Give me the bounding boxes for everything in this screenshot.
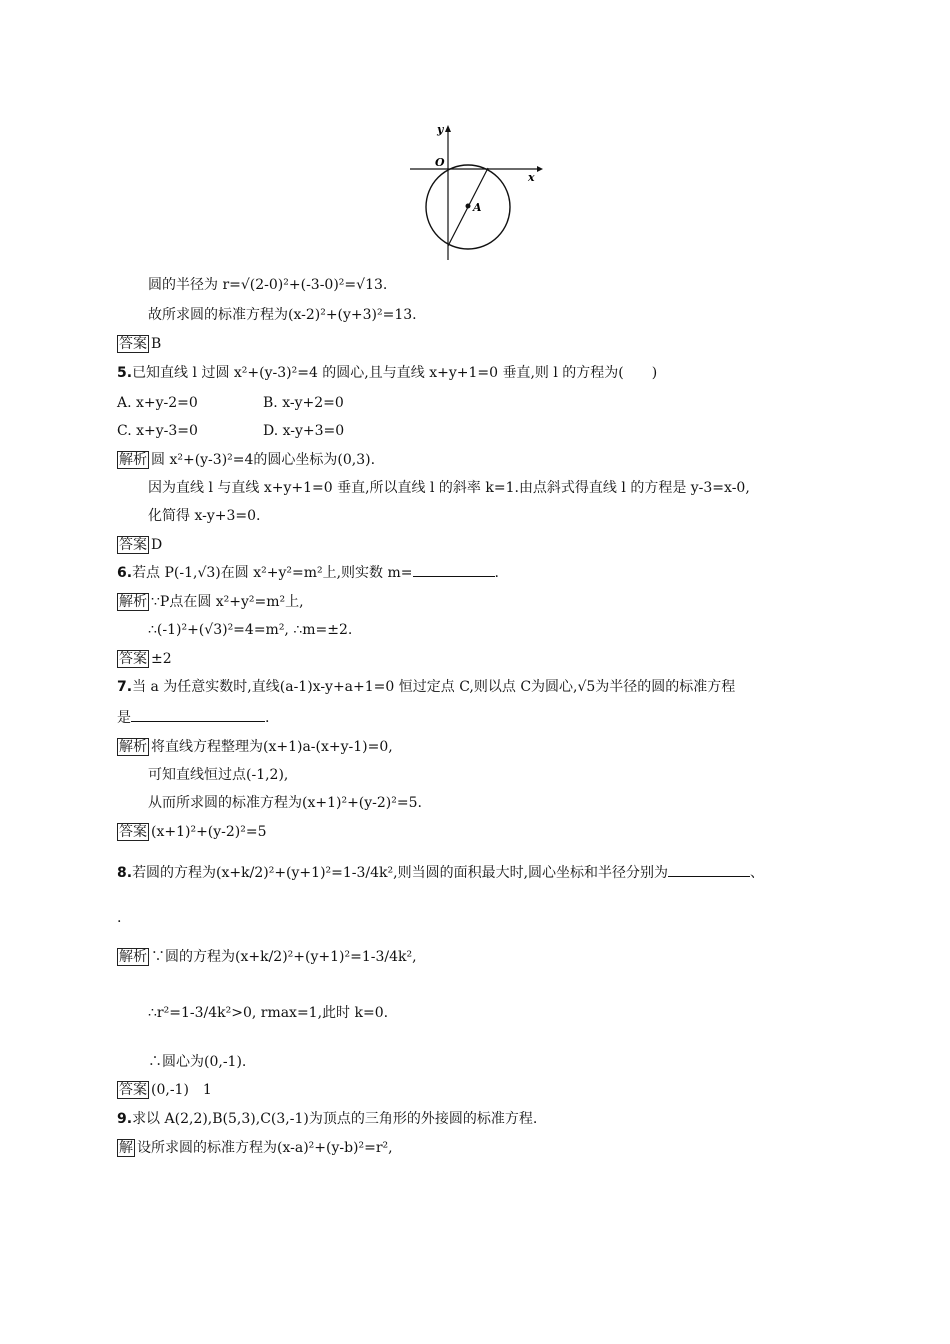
question-end: . xyxy=(494,565,499,581)
question-text: 若圆的方程为(x+k/2)²+(y+1)²=1-3/4k²,则当圆的面积最大时,圆心坐标和半径分别为 xyxy=(132,865,669,881)
answer-text: (0,-1) 1 xyxy=(151,1082,212,1098)
answer-text: (x+1)²+(y-2)²=5 xyxy=(151,824,267,840)
answer-5 xyxy=(117,535,162,555)
question-text: 是 xyxy=(117,710,131,726)
answer-blank[interactable] xyxy=(131,707,265,722)
solution-text: 将直线方程整理为(x+1)a-(x+y-1)=0, xyxy=(151,739,393,755)
y-axis-arrow xyxy=(445,125,451,132)
question-end: . xyxy=(265,710,270,726)
solution-text: ∵P点在圆 x²+y²=m²上, xyxy=(151,594,304,610)
solution-8-line-2: ∴r²=1-3/4k²>0, rmax=1,此时 k=0. xyxy=(148,1005,389,1021)
answer-blank[interactable] xyxy=(413,562,495,577)
question-text: 求以 A(2,2),B(5,3),C(3,-1)为顶点的三角形的外接圆的标准方程. xyxy=(132,1111,538,1127)
question-text: 当 a 为任意实数时,直线(a-1)x-y+a+1=0 恒过定点 C,则以点 C为圆心,√5为半径的圆的标准方程 xyxy=(132,679,736,695)
question-text: 若点 P(-1,√3)在圆 x²+y²=m²上,则实数 m= xyxy=(132,565,413,581)
solution-tag: 解 xyxy=(119,1140,133,1156)
question-6 xyxy=(117,562,499,583)
solution-tag: 解析 xyxy=(119,739,147,755)
center-point xyxy=(466,204,471,209)
question-9 xyxy=(117,1109,537,1129)
question-end: . xyxy=(117,910,122,926)
solution-tag: 解析 xyxy=(119,452,147,468)
answer-6 xyxy=(117,649,172,669)
solution-5-line-3: 化简得 x-y+3=0. xyxy=(148,508,261,524)
solution-7-line-3: 从而所求圆的标准方程为(x+1)²+(y-2)²=5. xyxy=(148,795,422,811)
solution-5-line-1 xyxy=(117,450,375,470)
question-sep: 、 xyxy=(750,865,765,881)
equation-line: 故所求圆的标准方程为(x-2)²+(y+3)²=13. xyxy=(148,307,417,323)
answer-tag: 答案 xyxy=(119,651,147,667)
question-8-line-2 xyxy=(117,908,121,928)
answer-7 xyxy=(117,822,267,842)
option-d: D. x-y+3=0 xyxy=(263,423,345,439)
question-7 xyxy=(117,677,735,697)
origin-label: O xyxy=(435,156,445,169)
question-number: 9. xyxy=(117,1111,133,1127)
solution-5-line-2: 因为直线 l 与直线 x+y+1=0 垂直,所以直线 l 的斜率 k=1.由点斜式得直线 l 的方程是 y-3=x-0, xyxy=(148,480,750,496)
answer-tag: 答案 xyxy=(119,1082,147,1098)
option-a: A. x+y-2=0 xyxy=(117,395,198,411)
question-number: 6. xyxy=(117,565,133,581)
question-number: 7. xyxy=(117,679,133,695)
option-c: C. x+y-3=0 xyxy=(117,423,198,439)
question-text: 已知直线 l 过圆 x²+(y-3)²=4 的圆心,且与直线 x+y+1=0 垂直,则 l 的方程为( ) xyxy=(132,365,658,381)
answer-tag: 答案 xyxy=(119,537,147,553)
answer-tag: 答案 xyxy=(119,824,147,840)
answer-text: B xyxy=(151,336,162,352)
radius-line: 圆的半径为 r=√(2-0)²+(-3-0)²=√13. xyxy=(148,277,388,293)
option-b: B. x-y+2=0 xyxy=(263,395,344,411)
answer-tag: 答案 xyxy=(119,336,147,352)
solution-9-line-1 xyxy=(117,1138,393,1158)
question-7-line-2 xyxy=(117,707,269,728)
question-number: 8. xyxy=(117,865,133,881)
solution-text: 设所求圆的标准方程为(x-a)²+(y-b)²=r², xyxy=(137,1140,393,1156)
y-axis-label: y xyxy=(437,123,444,136)
question-5 xyxy=(117,363,657,383)
solution-8-line-1 xyxy=(117,947,417,967)
solution-text: ∵圆的方程为(x+k/2)²+(y+1)²=1-3/4k², xyxy=(151,949,417,965)
question-8 xyxy=(117,862,764,883)
point-a-label: A xyxy=(473,201,482,214)
solution-tag: 解析 xyxy=(119,594,147,610)
solution-7-line-2: 可知直线恒过点(-1,2), xyxy=(148,767,289,783)
answer-4 xyxy=(117,334,161,354)
solution-6-line-2: ∴(-1)²+(√3)²=4=m², ∴m=±2. xyxy=(148,622,353,638)
solution-tag: 解析 xyxy=(119,949,147,965)
solution-6-line-1 xyxy=(117,592,304,612)
answer-text: D xyxy=(151,537,163,553)
solution-7-line-1 xyxy=(117,737,393,757)
circle-figure xyxy=(405,120,545,265)
answer-blank[interactable] xyxy=(668,862,750,877)
x-axis-arrow xyxy=(537,166,543,172)
question-number: 5. xyxy=(117,365,133,381)
answer-text: ±2 xyxy=(151,651,172,667)
x-axis-label: x xyxy=(528,171,535,184)
solution-text: 圆 x²+(y-3)²=4的圆心坐标为(0,3). xyxy=(151,452,376,468)
answer-8 xyxy=(117,1080,212,1100)
solution-8-line-3: ∴圆心为(0,-1). xyxy=(148,1054,247,1070)
